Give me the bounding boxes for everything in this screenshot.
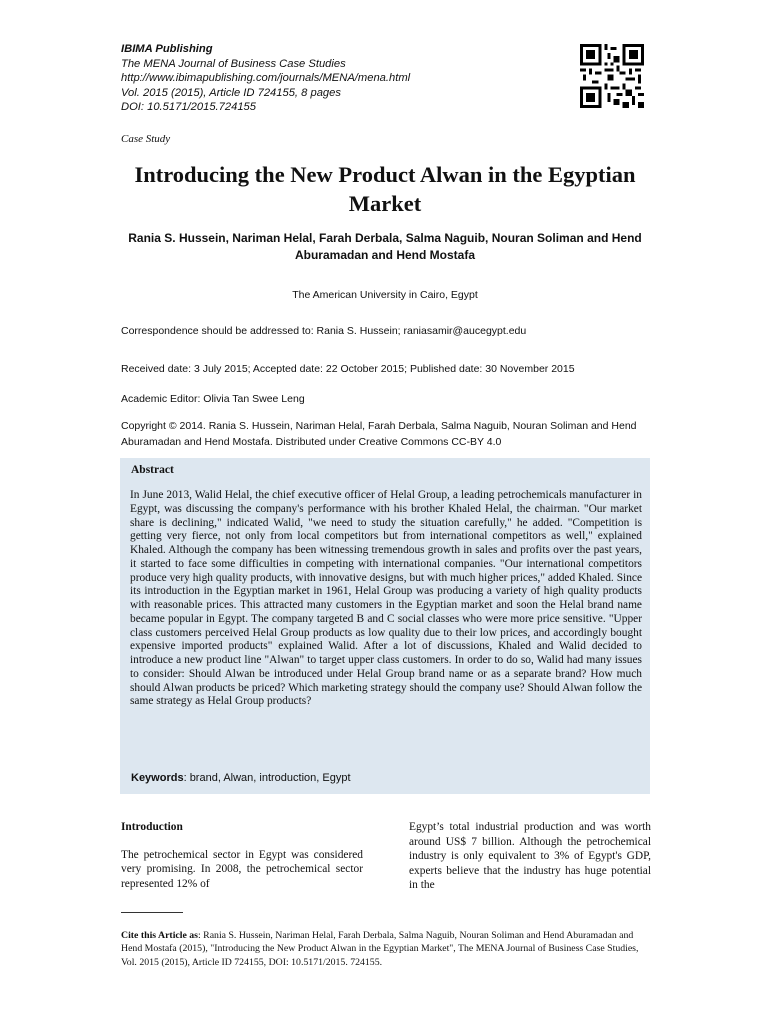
publication-dates: Received date: 3 July 2015; Accepted date: 22 October 2015; Published date: 30 November 2015 xyxy=(121,363,575,375)
article-type: Case Study xyxy=(121,133,171,145)
section-heading-introduction: Introduction xyxy=(121,821,183,833)
academic-editor: Academic Editor: Olivia Tan Swee Leng xyxy=(121,393,305,405)
article-title: Introducing the New Product Alwan in the Egyptian Market xyxy=(134,162,636,216)
keywords-list: : brand, Alwan, introduction, Egypt xyxy=(183,772,351,784)
abstract-heading: Abstract xyxy=(131,464,174,476)
journal-header xyxy=(121,42,541,115)
body-paragraph: Egypt’s total industrial production and was worth around US$ 7 billion. Although the petrochemical industry is only equivalent to 3% of Egypt's GDP, experts believe that the industry has huge potential in the xyxy=(409,821,651,892)
body-column-right xyxy=(409,820,651,893)
abstract-text: In June 2013, Walid Helal, the chief executive officer of Helal Group, a leading petrochemicals manufacturer in Egypt, was discussing the company's performance with his brother Khaled Helal, the chairman. "Our market share is declining," indicated Walid, "we need to study the situation carefully," he added. "Competition is getting very fierce, not only from local competitors but from international competitors as well," explained Khaled. Although the company has been witnessing tremendous growth in sales and profits over the past years, it started to face some difficulties in competing with international companies. "Our international competitors produce very high quality products, with innovative designs, but with much higher prices," added Khaled. Since its introduction in the Egyptian market in 1961, Helal Group was producing a variety of high quality products with reasonable prices. This attracted many customers in the Egyptian market and soon the Helal brand name became popular in Egypt. The company targeted B and C social classes who were more price sensitive. "Upper class customers perceived Helal Group products as low quality due to their low prices, and accordingly bought expensive imported products" explained Walid. After a lot of discussions, Khaled and Walid decided to introduce a new product line "Alwan" to target upper class customers. In order to do so, Walid had many issues to consider: Should Alwan be introduced under Helal Group brand name or as a separate brand? How much should Alwan products be priced? Which marketing strategy should the company use? Should Alwan follow the same strategy as Helal Group products? xyxy=(130,489,642,708)
abstract-box xyxy=(120,458,650,794)
doi: DOI: 10.5171/2015.724155 xyxy=(121,101,256,114)
footnote-divider xyxy=(121,912,183,913)
body-paragraph: The petrochemical sector in Egypt was considered very promising. In 2008, the petrochemical sector represented 12% of xyxy=(121,848,363,890)
author-list: Rania S. Hussein, Nariman Helal, Farah Derbala, Salma Naguib, Nouran Soliman and Hend Aburamadan and Hend Mostafa xyxy=(128,231,642,262)
citation-footnote xyxy=(121,929,651,969)
citation-text: : Rania S. Hussein, Nariman Helal, Farah Derbala, Salma Naguib, Nouran Soliman and Hend Aburamadan and Hend Mostafa (2015), "Introducing the New Product Alwan in the Egyptian Market", The MENA Journal of Business Case Studies, Vol. 2015 (2015), Article ID 724155, DOI: 10.5171/2015. 724155. xyxy=(121,930,639,968)
qr-code-icon xyxy=(580,44,644,108)
keywords-label: Keywords xyxy=(131,772,184,784)
correspondence: Correspondence should be addressed to: Rania S. Hussein; raniasamir@aucegypt.edu xyxy=(121,325,527,337)
volume-info: Vol. 2015 (2015), Article ID 724155, 8 pages xyxy=(121,86,341,99)
journal-url[interactable]: http://www.ibimapublishing.com/journals/MENA/mena.html xyxy=(121,72,411,85)
keywords xyxy=(131,772,351,784)
copyright-notice: Copyright © 2014. Rania S. Hussein, Nariman Helal, Farah Derbala, Salma Naguib, Nouran Soliman and Hend Aburamadan and Hend Mostafa. Distributed under Creative Commons CC-BY 4.0 xyxy=(121,420,637,448)
publisher-name: IBIMA Publishing xyxy=(121,43,213,55)
journal-name: The MENA Journal of Business Case Studies xyxy=(121,57,346,70)
citation-label: Cite this Article as xyxy=(121,930,198,941)
body-column-left xyxy=(121,820,363,891)
affiliation: The American University in Cairo, Egypt xyxy=(292,289,478,301)
